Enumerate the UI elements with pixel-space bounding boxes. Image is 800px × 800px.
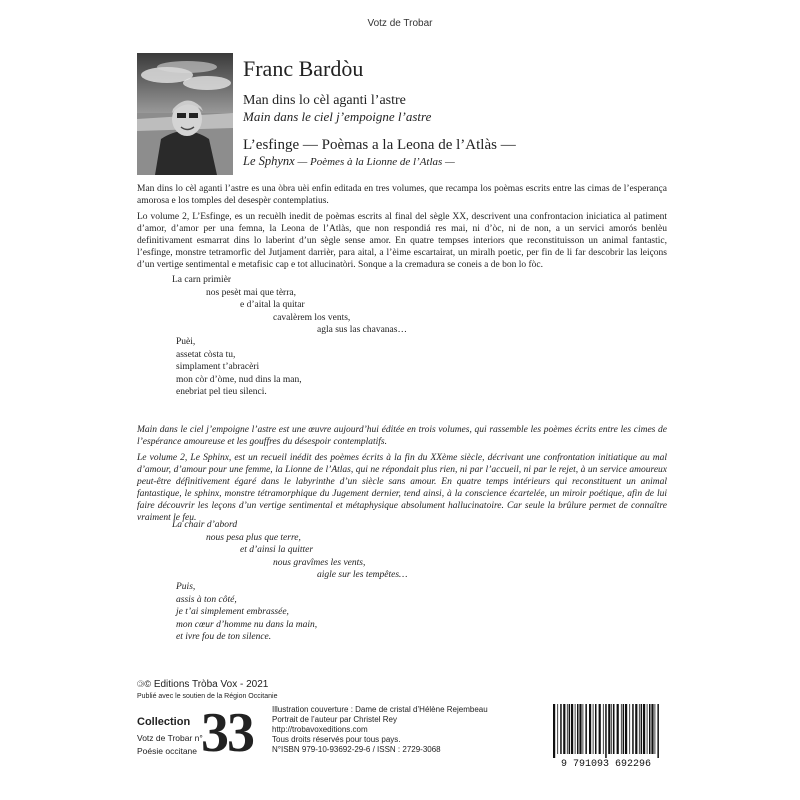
credits-block [272, 705, 488, 755]
poem-line: assis à ton côté, [176, 594, 237, 605]
license-icon: 🄯© [137, 679, 152, 689]
collection-genre: Poésie occitane [137, 746, 198, 756]
publisher-name: Editions Tròba Vox - 2021 [153, 679, 269, 690]
credit-line: Portrait de l’auteur par Christel Rey [272, 715, 397, 724]
french-poem-2 [176, 581, 317, 644]
poem-line: je t’ai simplement embrassée, [176, 607, 289, 617]
french-paragraph-1: Main dans le ciel j’empoigne l’astre est une œuvre aujourd’hui éditée en trois volumes, qui rassemble les poèmes écrits entre les cimes de l’espérance amoureuse et les gouffres du désespoir contemplatifs. [137, 425, 667, 447]
poem-line: nous gravîmes les vents, [273, 557, 366, 568]
french-poem-1 [172, 519, 408, 582]
title-occitan: Man dins lo cèl aganti l’astre [243, 93, 406, 108]
occitan-poem-2 [176, 336, 302, 399]
occitan-poem-1 [172, 274, 407, 337]
publisher-line [137, 677, 268, 690]
collection-label: Collection [137, 716, 191, 728]
credit-line: N°ISBN 979-10-93692-29-6 / ISSN : 2729-3068 [272, 745, 441, 754]
poem-line: simplament t’abracèri [176, 362, 260, 372]
subtitle-french [243, 154, 455, 169]
author-photo [137, 53, 233, 175]
occitan-paragraph-1: Man dins lo cèl aganti l’astre es una òbra uèi enfin editada en tres volumes, que recampa los poèmas escrits entre las cimas de l’esperança amorosa e los tomples del desespèr contemplatius. [137, 184, 667, 206]
isbn-barcode [545, 702, 667, 768]
poem-line: Puis, [176, 582, 196, 592]
occitan-paragraph-2: Lo volume 2, L’Esfinge, es un recuèlh inedit de poèmas escrits al final del sègle XX, descrivent una confrontacion iniciatica al patiment d’amor, d’amor per una femna, la Leona de l’Atlàs, que non respondiá res mai, ni d’òc, ni de non, a un servici amorós benlèu definitivament esmarrat dins lo laberint d’un sègle sense amor. En quatre tempses interiors que reconstituisson un animal fantastic, l’esfinge, monstre tetramorfic del Jutjament darrièr, para aital, a l’èime escartairat, un miralh poetic, per fin de li far descobrir las leiçons d’un vertige sentimental e metafisic cap e tot allucinatòri. Sonque a la cremadura se coneis a de bon lo fòc. [137, 212, 667, 270]
credit-line: Illustration couverture : Dame de cristal d’Hélène Rejembeau [272, 705, 488, 714]
poem-line: La chair d’abord [172, 520, 238, 530]
poem-line: La carn primièr [172, 275, 232, 285]
poem-line: nous pesa plus que terre, [206, 532, 301, 543]
subtitle-occitan: L’esfinge — Poèmas a la Leona de l’Atlàs — [243, 137, 516, 153]
author-name: Franc Bardòu [243, 56, 364, 81]
poem-line: nos pesèt mai que tèrra, [206, 287, 296, 298]
support-line: Publié avec le soutien de la Région Occitanie [137, 693, 278, 700]
barcode-digits: 9 791093 692296 [560, 759, 652, 768]
poem-line: assetat còsta tu, [176, 349, 236, 360]
credit-line: http://trobavoxeditions.com [272, 725, 368, 734]
poem-line: e d’aital la quitar [240, 300, 305, 310]
poem-line: enebriat pel tieu silenci. [176, 387, 267, 397]
series-header: Votz de Trobar [367, 18, 433, 29]
credit-line: Tous droits réservés pour tous pays. [272, 735, 401, 744]
collection-series: Votz de Trobar n° [137, 733, 203, 743]
poem-line: cavalèrem los vents, [273, 312, 351, 323]
subtitle-french-main: Le Sphynx [243, 154, 295, 168]
poem-line: mon cœur d’homme nu dans la main, [176, 619, 318, 630]
poem-line: et d’ainsi la quitter [240, 545, 314, 555]
collection-number: 33 [201, 702, 253, 764]
poem-line: agla sus las chavanas… [317, 325, 407, 335]
subtitle-french-rest: — Poèmes à la Lionne de l’Atlas — [294, 156, 455, 168]
poem-line: aigle sur les tempêtes… [317, 570, 408, 580]
poem-line: Puèi, [176, 337, 196, 347]
poem-line: mon còr d’òme, nud dins la man, [176, 374, 302, 385]
collection-details [137, 732, 203, 758]
title-french: Main dans le ciel j’empoigne l’astre [243, 109, 432, 124]
french-paragraph-2: Le volume 2, Le Sphinx, est un recueil inédit des poèmes écrits à la fin du XXème siècle, décrivant une confrontation initiatique au mal d’amour, d’amour pour une femme, la Lionne de l’Atlas, qui ne répondait plus rien, ni par l’accueil, ni par le rejet, à un service amoureux peut-être définitivement égaré dans le labyrinthe d’un siècle sans amour. En quatre temps intérieurs qui reconstituent un animal fantastique, le sphinx, monstre tétramorphique du Jugement dernier, tend ainsi, à la conscience écartelée, un miroir poétique, afin de lui faire découvrir les leçons d’un vertige sentimental et métaphysique absolument hallucinatoire. Car seule la brûlure permet de connaître vraiment le feu. [137, 453, 667, 523]
poem-line: et ivre fou de ton silence. [176, 632, 272, 642]
